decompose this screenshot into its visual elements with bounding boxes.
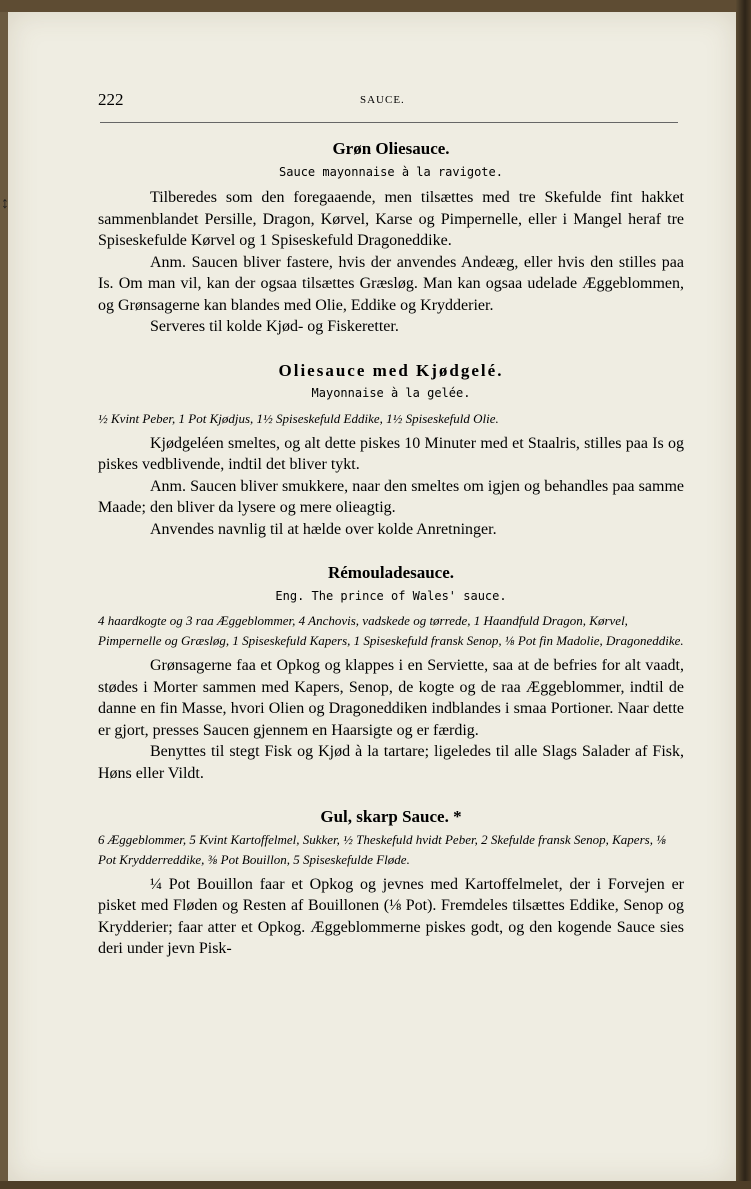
recipe-paragraph: Anvendes navnlig til at hælde over kolde Anretninger. (150, 520, 497, 538)
recipe-note: Anm. Saucen bliver fastere, hvis der anvendes Andeæg, eller hvis den stilles paa Is. Om man vil, kan der ogsaa tilsættes Græsløg. Man kan ogsaa udelade Æggeblommen, og Grønsagerne kan blandes med Olie, Eddike og Krydderier. (98, 253, 684, 314)
recipe-section (98, 806, 684, 960)
page-content (98, 138, 684, 960)
book-spine (736, 0, 751, 1189)
recipe-section (98, 562, 684, 784)
recipe-paragraph: Kjødgeléen smeltes, og alt dette piskes 10 Minuter med et Staalris, stilles paa Is og piskes vedblivende, indtil det bliver tykt. (98, 434, 684, 473)
recipe-title: Gul, skarp Sauce. * (320, 807, 462, 826)
margin-arrow-icon: ↕ (1, 195, 9, 212)
recipe-subtitle: Eng. The prince of Wales' sauce. (275, 588, 507, 603)
recipe-note: Anm. Saucen bliver smukkere, naar den smeltes om igjen og behandles paa samme Maade; den bliver da lysere og mere olieagtig. (98, 477, 684, 516)
recipe-title: Rémouladesauce. (327, 563, 455, 582)
recipe-paragraph: ¼ Pot Bouillon faar et Opkog og jevnes med Kartoffelmelet, der i Forvejen er pisket med Fløden og Resten af Bouillonen (⅛ Pot). Fremdeles tilsættes Eddike, Senop og Krydderier; faar atter et Opkog. Æggeblommerne piskes godt, og den kogende Sauce sies deri under jevn Pisk- (98, 875, 684, 957)
ingredient-list: ½ Kvint Peber, 1 Pot Kjødjus, 1½ Spiseskefuld Eddike, 1½ Spiseskefuld Olie. (98, 410, 499, 426)
recipe-title: Grøn Oliesauce. (332, 139, 450, 158)
recipe-title: Oliesauce med Kjødgelé. (278, 360, 504, 380)
recipe-section (98, 360, 684, 541)
book-bottom-edge (0, 1181, 751, 1189)
recipe-paragraph: Benyttes til stegt Fisk og Kjød à la tartare; ligeledes til alle Slags Salader af Fisk, Høns eller Vildt. (98, 743, 684, 782)
page-header (98, 90, 678, 114)
running-head: SAUCE. (360, 94, 405, 106)
header-rule (100, 122, 678, 123)
ingredient-list: 6 Æggeblommer, 5 Kvint Kartoffelmel, Sukker, ½ Theskefuld hvidt Peber, 2 Skefulde fransk Senop, Kapers, ⅛ Pot Krydderreddike, ⅜ Pot Bouillon, 5 Spiseskefulde Fløde. (98, 831, 666, 867)
recipe-subtitle: Sauce mayonnaise à la ravigote. (279, 164, 503, 179)
recipe-section (98, 138, 684, 338)
page-number: 222 (98, 90, 124, 109)
recipe-paragraph: Grønsagerne faa et Opkog og klappes i en Serviette, saa at de befries for alt vaadt, stødes i Morter sammen med Kapers, Senop, de kogte og de raa Æggeblommer, indtil de danne en fin Masse, hvori Olien og Dragoneddiken indblandes i smaa Portioner. Naar dette er gjort, presses Saucen gjennem en Haarsigte og er færdig. (98, 657, 684, 739)
recipe-paragraph: Serveres til kolde Kjød- og Fiskeretter. (150, 318, 399, 335)
recipe-subtitle: Mayonnaise à la gelée. (311, 386, 471, 400)
recipe-paragraph: Tilberedes som den foregaaende, men tilsættes med tre Skefulde fint hakket sammenblandet Persille, Dragon, Kørvel, Karse og Pimpernelle, eller i Mangel heraf tre Spiseskefulde Kørvel og 1 Spiseskefuld Dragoneddike. (98, 189, 684, 249)
ingredient-list: 4 haardkogte og 3 raa Æggeblommer, 4 Anchovis, vadskede og tørrede, 1 Haandfuld Dragon, Kørvel, Pimpernelle og Græsløg, 1 Spiseskefuld Kapers, 1 Spiseskefuld fransk Senop, ⅛ Pot fin Madolie, Dragoneddike. (98, 613, 684, 648)
book-top-edge (0, 0, 751, 12)
